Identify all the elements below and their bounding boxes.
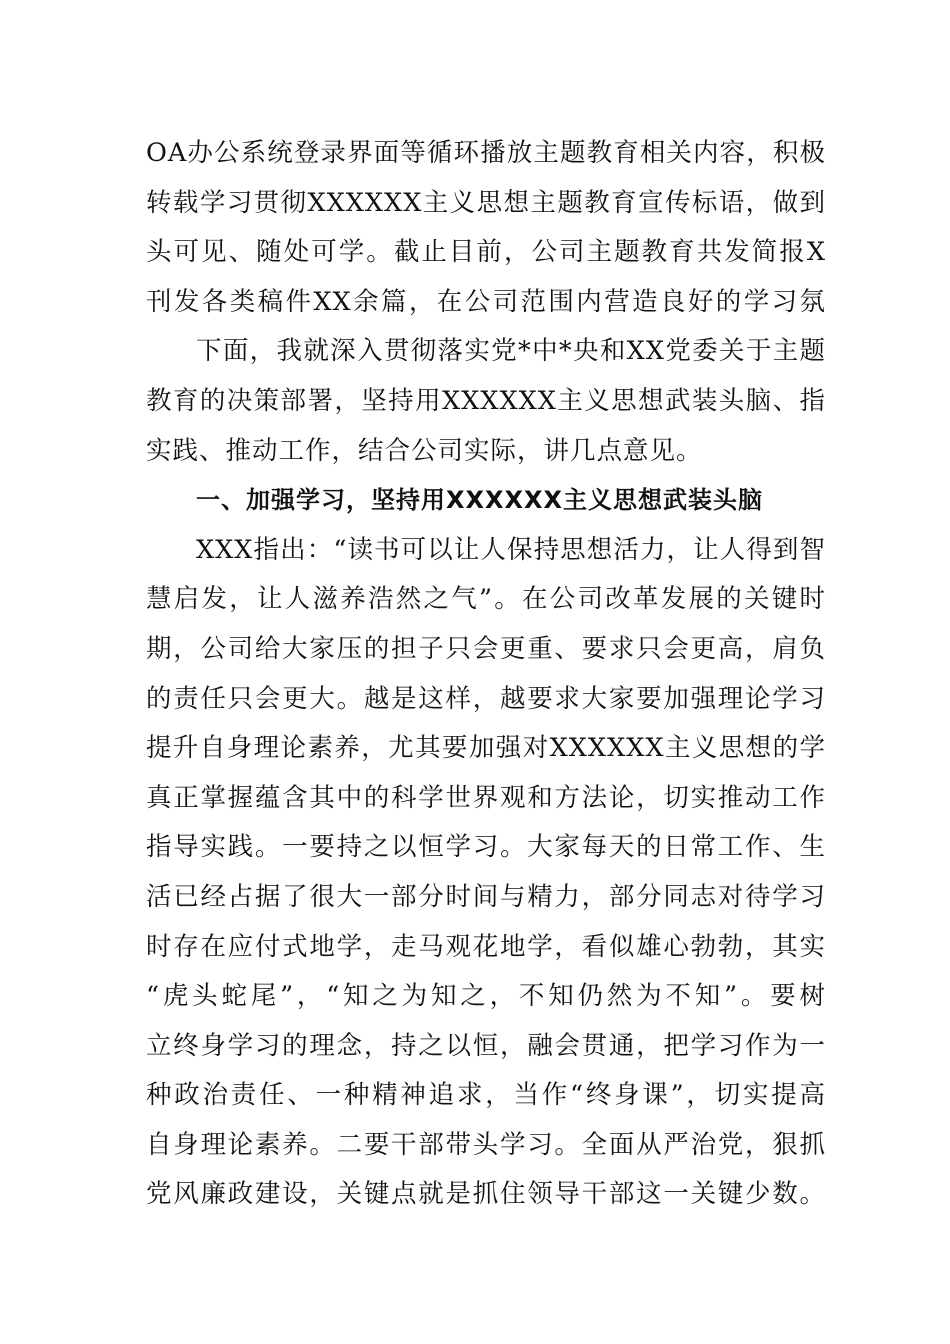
text-line: 慧启发，让人滋养浩然之气”。在公司改革发展的关键时 [146, 584, 826, 615]
paragraph-1 [146, 129, 826, 327]
paragraph-3 [146, 526, 826, 1220]
text-line: 种政治责任、一种精神追求，当作“终身课”，切实提高 [146, 1080, 826, 1111]
text-line: 自身理论素养。二要干部带头学习。全面从严治党，狠抓 [146, 1129, 826, 1160]
text-line: 指导实践。一要持之以恒学习。大家每天的日常工作、生 [146, 832, 826, 863]
text-line: 头可见、随处可学。截止目前，公司主题教育共发简报X [146, 237, 826, 268]
section-heading: 一、加强学习，坚持用XXXXXX主义思想武装头脑 [196, 486, 764, 515]
text-line: 期，公司给大家压的担子只会更重、要求只会更高，肩负 [146, 633, 826, 664]
text-line: 党风廉政建设，关键点就是抓住领导干部这一关键少数。 [146, 1179, 826, 1210]
text-line: 时存在应付式地学，走马观花地学，看似雄心勃勃，其实 [146, 931, 826, 962]
text-line: 活已经占据了很大一部分时间与精力，部分同志对待学习 [146, 881, 826, 912]
text-line: OA办公系统登录界面等循环播放主题教育相关内容，积极 [146, 138, 826, 168]
text-line: 立终身学习的理念，持之以恒，融会贯通，把学习作为一 [146, 1030, 826, 1061]
paragraph-2 [146, 327, 826, 476]
text-line: 转载学习贯彻XXXXXX主义思想主题教育宣传标语，做到 [146, 187, 826, 218]
text-line: 提升自身理论素养，尤其要加强对XXXXXX主义思想的学 [146, 733, 826, 764]
text-line: 刊发各类稿件XX余篇，在公司范围内营造良好的学习氛 [146, 286, 826, 317]
text-line: 教育的决策部署，坚持用XXXXXX主义思想武装头脑、指 [146, 385, 826, 416]
text-line: 实践、推动工作，结合公司实际，讲几点意见。 [146, 435, 703, 466]
text-line: XXX指出：“读书可以让人保持思想活力，让人得到智 [196, 534, 826, 565]
text-line: 真正掌握蕴含其中的科学世界观和方法论，切实推动工作 [146, 782, 826, 813]
text-line: 下面，我就深入贯彻落实党*中*央和XX党委关于主题 [196, 336, 826, 367]
document-body [146, 129, 826, 1220]
text-line: 的责任只会更大。越是这样，越要求大家要加强理论学习 [146, 683, 826, 714]
text-line: “虎头蛇尾”，“知之为知之，不知仍然为不知”。要树 [146, 981, 826, 1012]
